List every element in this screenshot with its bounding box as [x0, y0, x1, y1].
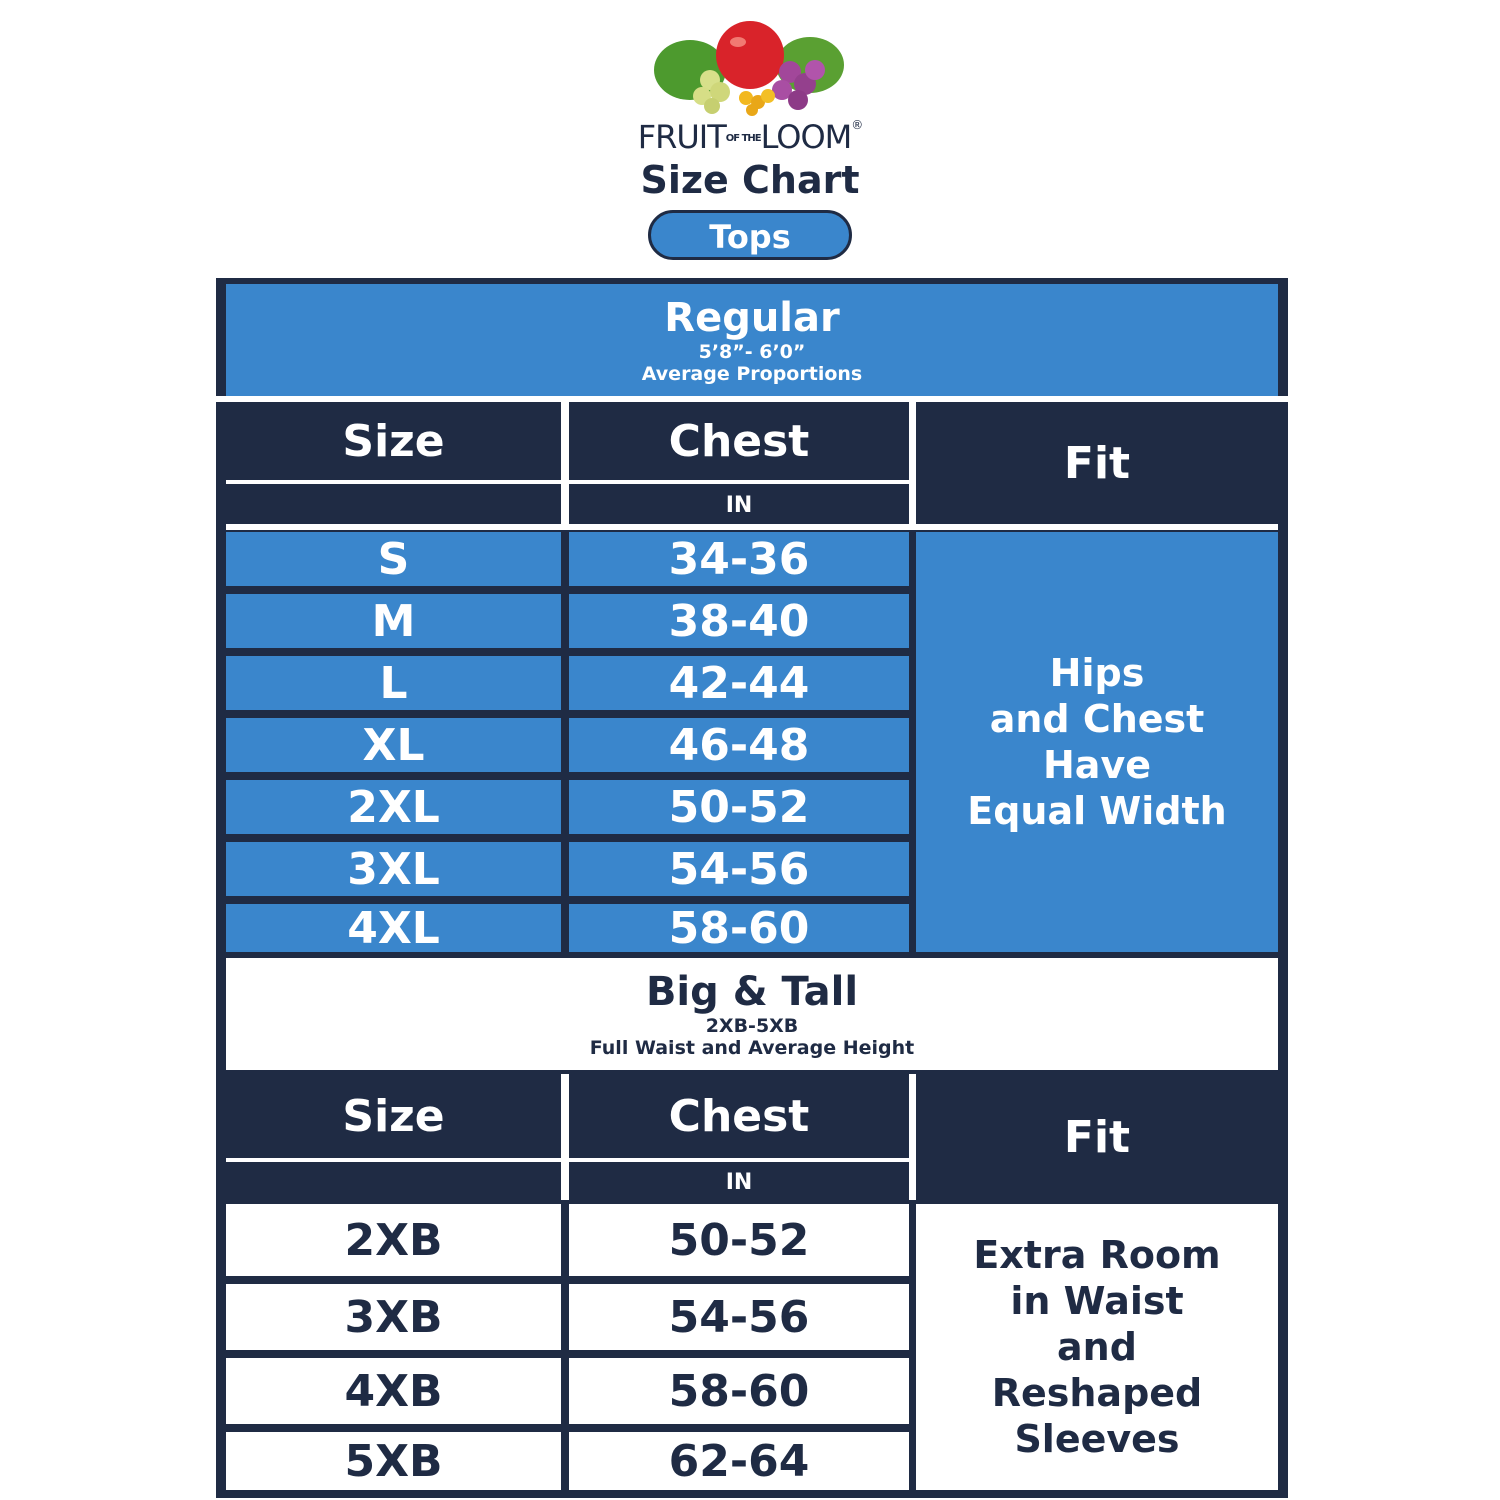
- regular-chest-4xl: 58-60: [569, 904, 909, 952]
- regular-section-header: [226, 284, 1278, 396]
- big-tall-col-size: Size: [226, 1074, 561, 1158]
- regular-col-size: Size: [226, 402, 561, 480]
- big-tall-size-unit-blank: [226, 1164, 561, 1200]
- big-tall-size-4xb: 4XB: [226, 1358, 561, 1424]
- big-tall-chest-5xb: 62-64: [569, 1432, 909, 1490]
- regular-size-2xl: 2XL: [226, 780, 561, 834]
- regular-size-m: M: [226, 594, 561, 648]
- regular-title: Regular: [664, 295, 840, 341]
- big-tall-chest-unit: IN: [569, 1164, 909, 1200]
- regular-size-3xl: 3XL: [226, 842, 561, 896]
- big-tall-chest-4xb: 58-60: [569, 1358, 909, 1424]
- regular-chest-l: 42-44: [569, 656, 909, 710]
- regular-size-4xl: 4XL: [226, 904, 561, 952]
- regular-chest-m: 38-40: [569, 594, 909, 648]
- regular-chest-2xl: 50-52: [569, 780, 909, 834]
- size-chart-table: [216, 278, 1288, 1498]
- regular-col-fit: Fit: [916, 402, 1278, 524]
- big-tall-chest-2xb: 50-52: [569, 1204, 909, 1276]
- big-tall-section-header: [226, 958, 1278, 1070]
- regular-fit-description: Hips and Chest Have Equal Width: [916, 532, 1278, 952]
- fruit-of-the-loom-logo: [650, 10, 850, 120]
- regular-description: Average Proportions: [641, 363, 863, 385]
- regular-size-xl: XL: [226, 718, 561, 772]
- big-tall-size-3xb: 3XB: [226, 1284, 561, 1350]
- category-badge: Tops: [648, 210, 852, 260]
- regular-chest-xl: 46-48: [569, 718, 909, 772]
- regular-size-unit-blank: [226, 486, 561, 524]
- big-tall-size-5xb: 5XB: [226, 1432, 561, 1490]
- regular-height: 5’8”- 6’0”: [698, 341, 806, 363]
- big-tall-col-fit: Fit: [916, 1074, 1278, 1200]
- brand-wordmark: FRUITOF THELOOM®: [637, 118, 863, 156]
- regular-chest-s: 34-36: [569, 532, 909, 586]
- regular-chest-3xl: 54-56: [569, 842, 909, 896]
- big-tall-description: Full Waist and Average Height: [589, 1037, 915, 1059]
- regular-chest-unit: IN: [569, 486, 909, 524]
- big-tall-title: Big & Tall: [645, 969, 859, 1015]
- regular-size-l: L: [226, 656, 561, 710]
- regular-size-s: S: [226, 532, 561, 586]
- page-title: Size Chart: [640, 158, 860, 202]
- big-tall-col-chest: Chest: [569, 1074, 909, 1158]
- big-tall-size-2xb: 2XB: [226, 1204, 561, 1276]
- big-tall-size-range: 2XB-5XB: [705, 1015, 799, 1037]
- regular-col-chest: Chest: [569, 402, 909, 480]
- big-tall-fit-description: Extra Room in Waist and Reshaped Sleeves: [916, 1204, 1278, 1490]
- big-tall-chest-3xb: 54-56: [569, 1284, 909, 1350]
